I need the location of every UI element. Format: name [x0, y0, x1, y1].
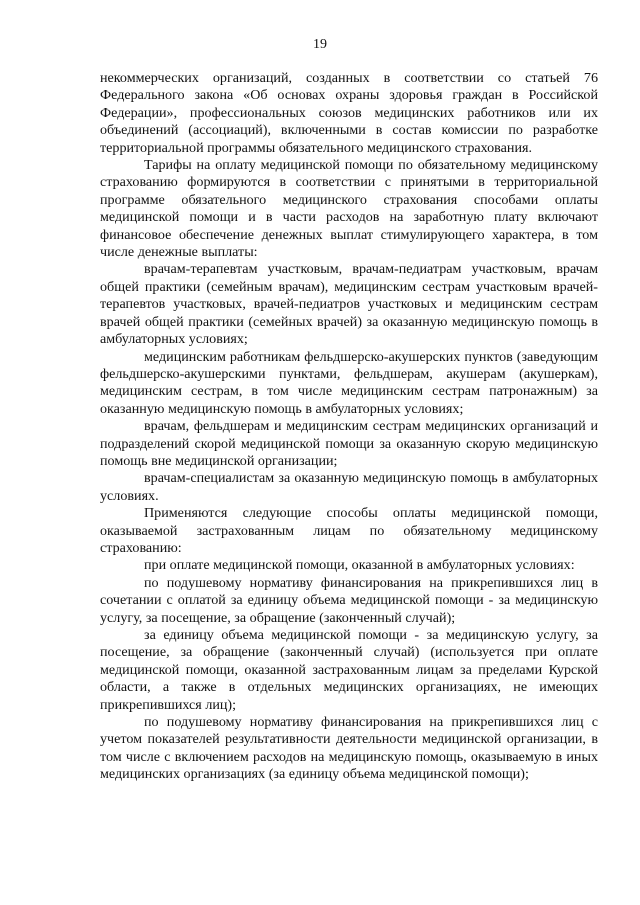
paragraph-ambulatory-heading: при оплате медицинской помощи, оказанной в амбулаторных условиях:	[144, 557, 575, 574]
paragraph-payment-methods: Применяются следующие способы оплаты медицинской помощи, оказываемой застрахованным лицам по обязательному медицинскому страхованию:	[100, 505, 598, 556]
document-body	[100, 70, 598, 784]
paragraph-continuation: некоммерческих организаций, созданных в соответствии со статьей 76 Федерального закона «Об основах охраны здоровья граждан в Российской Федерации», профессиональных союзов медицинских работников или их объединений (ассоциаций), включенными в состав комиссии по разработке территориальной программы обязательного медицинского страхования.	[100, 70, 598, 156]
paragraph-list-item: медицинским работникам фельдшерско-акушерских пунктов (заведующим фельдшерско-акушерскими пунктами, фельдшерам, акушерам (акушеркам), медицинским сестрам, в том числе медицинским сестрам патронажным) за оказанную медицинскую помощь в амбулаторных условиях;	[100, 348, 598, 417]
paragraph-list-item: по подушевому нормативу финансирования на прикрепившихся лиц с учетом показателей результативности деятельности медицинской организации, в том числе с включением расходов на медицинскую помощь, оказываемую в иных медицинских организациях (за единицу объема медицинской помощи);	[100, 714, 598, 783]
paragraph-list-item: врачам-специалистам за оказанную медицинскую помощь в амбулаторных условиях.	[100, 470, 598, 504]
paragraph-list-item: врачам, фельдшерам и медицинским сестрам медицинских организаций и подразделений скорой медицинской помощи за оказанную скорую медицинскую помощь вне медицинской организации;	[100, 418, 598, 469]
paragraph-list-item: врачам-терапевтам участковым, врачам-педиатрам участковым, врачам общей практики (семейным врачам), медицинским сестрам участковым врачей-терапевтов участковых, врачей-педиатров участковых и медицинским сестрам врачей общей практики (семейных врачей) за оказанную медицинскую помощь в амбулаторных условиях;	[100, 261, 598, 348]
paragraph-list-item: за единицу объема медицинской помощи - за медицинскую услугу, за посещение, за обращение (законченный случай) (используется при оплате медицинской помощи, оказанной застрахованным лицам за пределами Курской области, а также в отдельных медицинских организациях, не имеющих прикрепившихся лиц);	[100, 627, 598, 713]
paragraph-tariffs: Тарифы на оплату медицинской помощи по обязательному медицинскому страхованию формируются в соответствии с принятыми в территориальной программе обязательного медицинского страхования способами оплаты медицинской помощи и в части расходов на заработную плату включают финансовое обеспечение денежных выплат стимулирующего характера, в том числе денежные выплаты:	[100, 157, 598, 261]
page-number: 19	[313, 37, 327, 52]
paragraph-list-item: по подушевому нормативу финансирования на прикрепившихся лиц в сочетании с оплатой за единицу объема медицинской помощи - за медицинскую услугу, за посещение, за обращение (законченный случай);	[100, 574, 598, 626]
